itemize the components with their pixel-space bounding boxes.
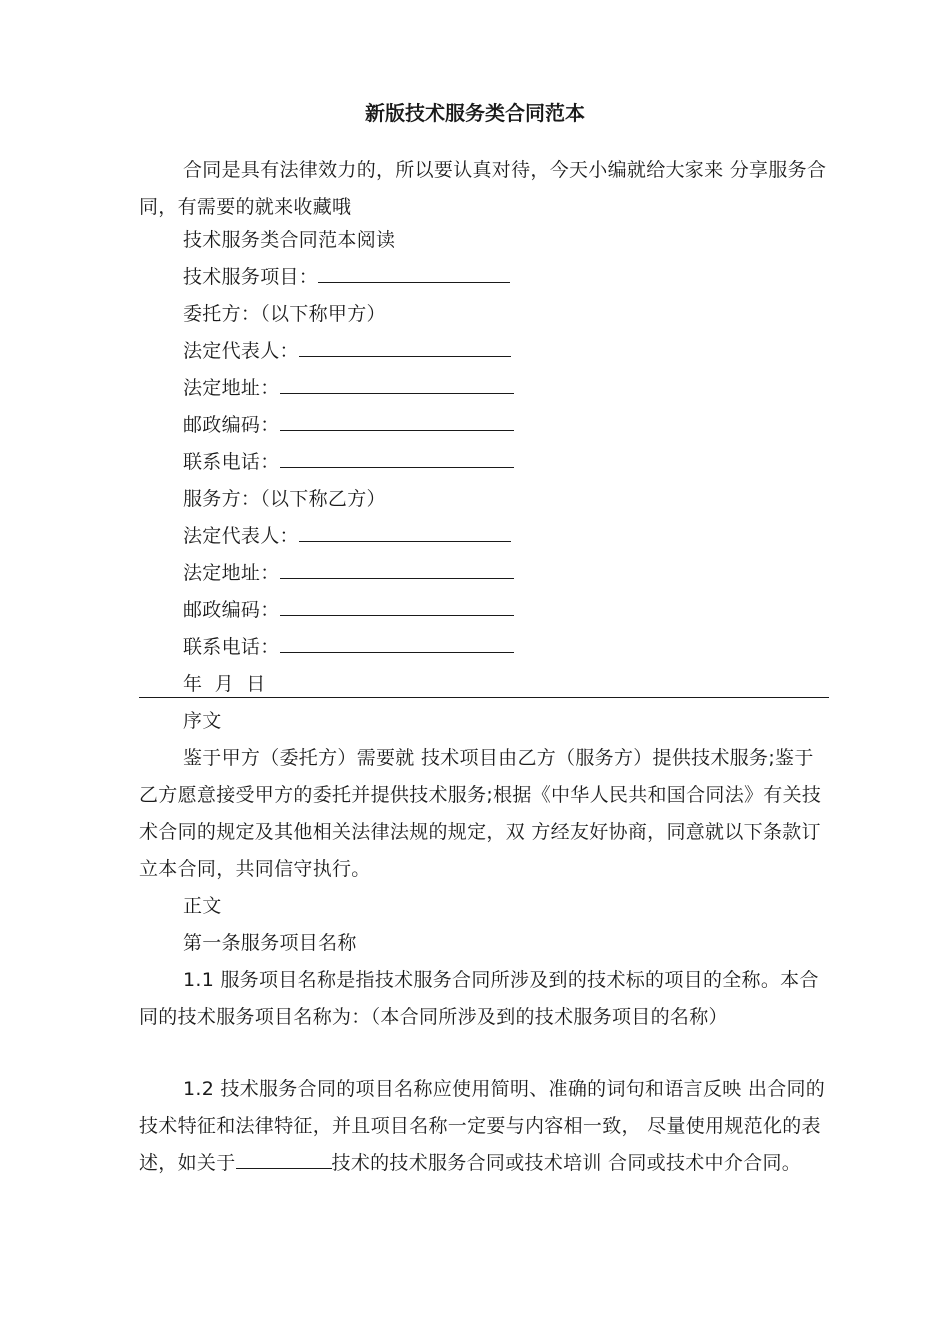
- preface-paragraph: 鉴于甲方（委托方）需要就 技术项目由乙方（服务方）提供技术服务;鉴于乙方愿意接受甲方的委托并提供技术服务;根据《中华人民共和国合同法》有关技术合同的规定及其他相关法律法规的规定，双 方经友好协商，同意就以下条款订立本合同，共同信守执行。: [139, 747, 822, 880]
- client-address-label: 法定地址：: [183, 377, 280, 399]
- provider-rep-blank: [299, 519, 511, 542]
- date-line: 年 月 日: [183, 673, 266, 695]
- client-rep-blank: [299, 334, 511, 357]
- provider-postcode-line: [183, 592, 514, 629]
- provider-postcode-label: 邮政编码：: [183, 599, 280, 621]
- section-divider: [139, 697, 829, 698]
- provider-label: 服务方：（以下称乙方）: [183, 488, 386, 510]
- client-postcode-label: 邮政编码：: [183, 414, 280, 436]
- client-label: 委托方：（以下称甲方）: [183, 303, 386, 325]
- article-1-heading: 第一条服务项目名称: [183, 932, 357, 954]
- client-postcode-blank: [280, 408, 514, 431]
- service-item-blank: [318, 260, 510, 283]
- provider-rep-label: 法定代表人：: [183, 525, 299, 547]
- client-rep-line: [183, 333, 511, 370]
- read-heading: 技术服务类合同范本阅读: [183, 229, 396, 251]
- client-postcode-line: [183, 407, 514, 444]
- provider-phone-blank: [280, 630, 514, 653]
- clause-1-2: [139, 1071, 829, 1182]
- intro-paragraph: 合同是具有法律效力的，所以要认真对待，今天小编就给大家来 分享服务合同，有需要的就来收藏哦: [139, 159, 827, 218]
- document-title: 新版技术服务类合同范本: [365, 101, 585, 125]
- client-address-blank: [280, 371, 514, 394]
- provider-address-label: 法定地址：: [183, 562, 280, 584]
- client-address-line: [183, 370, 514, 407]
- client-phone-label: 联系电话：: [183, 451, 280, 473]
- body-heading: 正文: [183, 895, 222, 917]
- provider-postcode-blank: [280, 593, 514, 616]
- client-phone-line: [183, 444, 514, 481]
- clause-1-2-blank: [236, 1150, 332, 1169]
- clause-1-1: 1.1 服务项目名称是指技术服务合同所涉及到的技术标的项目的全称。本合同的技术服务项目名称为：（本合同所涉及到的技术服务项目的名称）: [139, 969, 819, 1028]
- provider-phone-line: [183, 629, 514, 666]
- service-item-line: [183, 259, 510, 296]
- service-item-label: 技术服务项目：: [183, 266, 319, 288]
- client-rep-label: 法定代表人：: [183, 340, 299, 362]
- clause-1-2-part-a: 1.2 技术服务合同的项目名称应使用简明、准确的词句和语言反映 出合同的技术特征和法律特征，并且项目名称一定要与内容相一致， 尽量使用规范化的表述，如关于: [139, 1078, 826, 1174]
- provider-rep-line: [183, 518, 511, 555]
- clause-1-2-part-b: 技术的技术服务合同或技术培训 合同或技术中介合同。: [331, 1152, 802, 1174]
- provider-address-blank: [280, 556, 514, 579]
- preface-heading: 序文: [183, 710, 222, 732]
- provider-address-line: [183, 555, 514, 592]
- provider-phone-label: 联系电话：: [183, 636, 280, 658]
- client-phone-blank: [280, 445, 514, 468]
